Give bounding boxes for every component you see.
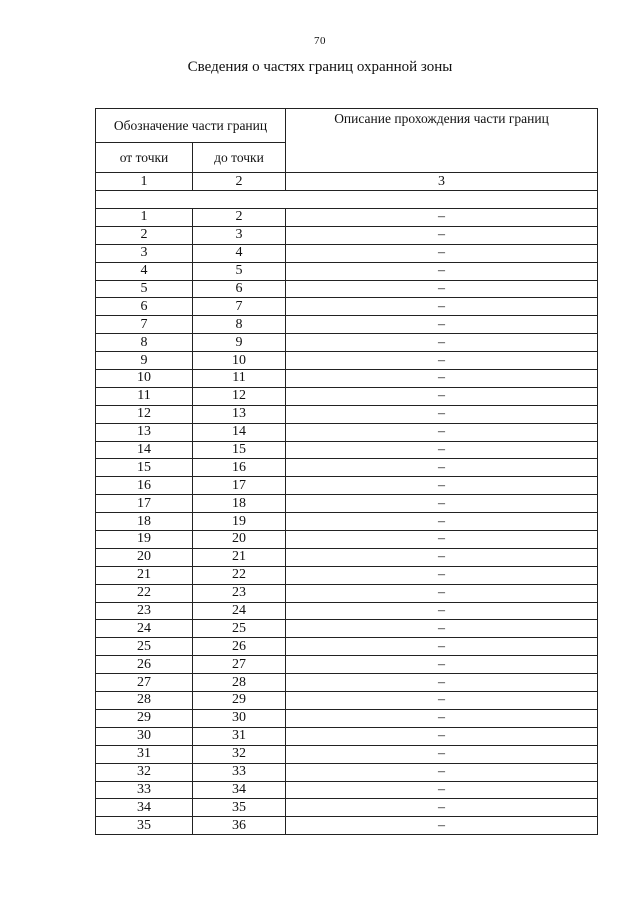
table-row xyxy=(96,209,598,227)
cell-to: 15 xyxy=(193,441,286,459)
cell-desc: – xyxy=(286,674,598,692)
column-number: 1 xyxy=(96,173,193,191)
cell-from: 22 xyxy=(96,584,193,602)
table-row xyxy=(96,316,598,334)
table-row xyxy=(96,566,598,584)
cell-desc: – xyxy=(286,298,598,316)
cell-from: 21 xyxy=(96,566,193,584)
cell-desc: – xyxy=(286,244,598,262)
cell-to: 20 xyxy=(193,531,286,549)
cell-from: 28 xyxy=(96,692,193,710)
cell-desc: – xyxy=(286,799,598,817)
cell-desc: – xyxy=(286,566,598,584)
cell-from: 15 xyxy=(96,459,193,477)
table-row xyxy=(96,477,598,495)
cell-to: 21 xyxy=(193,548,286,566)
empty-row xyxy=(96,191,598,209)
cell-to: 16 xyxy=(193,459,286,477)
cell-to: 11 xyxy=(193,370,286,388)
cell-desc: – xyxy=(286,334,598,352)
cell-from: 20 xyxy=(96,548,193,566)
cell-desc: – xyxy=(286,316,598,334)
cell-desc: – xyxy=(286,280,598,298)
cell-desc: – xyxy=(286,209,598,227)
cell-to: 14 xyxy=(193,423,286,441)
cell-to: 7 xyxy=(193,298,286,316)
cell-from: 32 xyxy=(96,763,193,781)
cell-to: 35 xyxy=(193,799,286,817)
header-from-point: от точки xyxy=(96,143,193,173)
cell-to: 34 xyxy=(193,781,286,799)
cell-from: 14 xyxy=(96,441,193,459)
table-row xyxy=(96,638,598,656)
cell-from: 35 xyxy=(96,817,193,835)
cell-from: 3 xyxy=(96,244,193,262)
cell-to: 19 xyxy=(193,513,286,531)
table-row xyxy=(96,334,598,352)
cell-to: 3 xyxy=(193,226,286,244)
cell-to: 6 xyxy=(193,280,286,298)
table-row xyxy=(96,280,598,298)
cell-to: 9 xyxy=(193,334,286,352)
table-row xyxy=(96,620,598,638)
cell-to: 24 xyxy=(193,602,286,620)
table-row xyxy=(96,656,598,674)
cell-from: 2 xyxy=(96,226,193,244)
cell-to: 13 xyxy=(193,405,286,423)
header-boundary-designation: Обозначение части границ xyxy=(96,109,286,143)
cell-desc: – xyxy=(286,459,598,477)
cell-from: 12 xyxy=(96,405,193,423)
table-row xyxy=(96,387,598,405)
table-row xyxy=(96,262,598,280)
page-number: 70 xyxy=(314,35,326,47)
cell-from: 11 xyxy=(96,387,193,405)
table-row xyxy=(96,226,598,244)
cell-desc: – xyxy=(286,709,598,727)
cell-from: 16 xyxy=(96,477,193,495)
table-row xyxy=(96,692,598,710)
cell-desc: – xyxy=(286,531,598,549)
cell-to: 30 xyxy=(193,709,286,727)
table-row xyxy=(96,709,598,727)
cell-desc: – xyxy=(286,548,598,566)
header-description: Описание прохождения части границ xyxy=(286,109,598,173)
table-row xyxy=(96,405,598,423)
cell-to: 25 xyxy=(193,620,286,638)
cell-desc: – xyxy=(286,423,598,441)
cell-desc: – xyxy=(286,584,598,602)
boundary-parts-table xyxy=(95,108,598,835)
table-row xyxy=(96,244,598,262)
cell-desc: – xyxy=(286,352,598,370)
cell-from: 4 xyxy=(96,262,193,280)
table-row xyxy=(96,817,598,835)
cell-from: 24 xyxy=(96,620,193,638)
table-row xyxy=(96,513,598,531)
cell-desc: – xyxy=(286,781,598,799)
table-row xyxy=(96,370,598,388)
cell-to: 27 xyxy=(193,656,286,674)
cell-desc: – xyxy=(286,226,598,244)
cell-from: 23 xyxy=(96,602,193,620)
table-row xyxy=(96,441,598,459)
page-title: Сведения о частях границ охранной зоны xyxy=(187,59,453,75)
cell-to: 10 xyxy=(193,352,286,370)
cell-to: 4 xyxy=(193,244,286,262)
cell-to: 22 xyxy=(193,566,286,584)
empty-cell xyxy=(96,191,598,209)
cell-to: 18 xyxy=(193,495,286,513)
cell-from: 17 xyxy=(96,495,193,513)
table-row xyxy=(96,298,598,316)
table-row xyxy=(96,799,598,817)
table-row xyxy=(96,531,598,549)
table-row xyxy=(96,602,598,620)
cell-from: 29 xyxy=(96,709,193,727)
cell-from: 5 xyxy=(96,280,193,298)
cell-from: 1 xyxy=(96,209,193,227)
cell-from: 8 xyxy=(96,334,193,352)
cell-desc: – xyxy=(286,441,598,459)
cell-desc: – xyxy=(286,763,598,781)
cell-to: 33 xyxy=(193,763,286,781)
cell-from: 18 xyxy=(96,513,193,531)
cell-from: 6 xyxy=(96,298,193,316)
table-row xyxy=(96,423,598,441)
cell-to: 28 xyxy=(193,674,286,692)
column-number: 2 xyxy=(193,173,286,191)
cell-from: 19 xyxy=(96,531,193,549)
table-row xyxy=(96,495,598,513)
table-row xyxy=(96,352,598,370)
header-to-point: до точки xyxy=(193,143,286,173)
cell-desc: – xyxy=(286,656,598,674)
cell-to: 36 xyxy=(193,817,286,835)
table-row xyxy=(96,459,598,477)
cell-to: 32 xyxy=(193,745,286,763)
cell-desc: – xyxy=(286,817,598,835)
cell-desc: – xyxy=(286,477,598,495)
table-row xyxy=(96,745,598,763)
cell-to: 12 xyxy=(193,387,286,405)
cell-from: 9 xyxy=(96,352,193,370)
cell-from: 33 xyxy=(96,781,193,799)
cell-desc: – xyxy=(286,602,598,620)
cell-desc: – xyxy=(286,387,598,405)
cell-to: 23 xyxy=(193,584,286,602)
cell-to: 26 xyxy=(193,638,286,656)
cell-to: 29 xyxy=(193,692,286,710)
cell-to: 31 xyxy=(193,727,286,745)
cell-to: 2 xyxy=(193,209,286,227)
cell-desc: – xyxy=(286,727,598,745)
cell-from: 27 xyxy=(96,674,193,692)
cell-desc: – xyxy=(286,370,598,388)
cell-from: 34 xyxy=(96,799,193,817)
cell-to: 17 xyxy=(193,477,286,495)
cell-desc: – xyxy=(286,745,598,763)
table-row xyxy=(96,727,598,745)
cell-from: 31 xyxy=(96,745,193,763)
cell-from: 26 xyxy=(96,656,193,674)
table-row xyxy=(96,763,598,781)
column-number: 3 xyxy=(286,173,598,191)
table-row xyxy=(96,781,598,799)
cell-from: 10 xyxy=(96,370,193,388)
cell-desc: – xyxy=(286,638,598,656)
column-number-row xyxy=(96,173,598,191)
cell-to: 5 xyxy=(193,262,286,280)
table-row xyxy=(96,548,598,566)
cell-from: 13 xyxy=(96,423,193,441)
cell-desc: – xyxy=(286,513,598,531)
cell-from: 25 xyxy=(96,638,193,656)
cell-from: 30 xyxy=(96,727,193,745)
table-row xyxy=(96,584,598,602)
cell-desc: – xyxy=(286,262,598,280)
cell-desc: – xyxy=(286,692,598,710)
cell-to: 8 xyxy=(193,316,286,334)
cell-desc: – xyxy=(286,495,598,513)
cell-from: 7 xyxy=(96,316,193,334)
cell-desc: – xyxy=(286,405,598,423)
table-row xyxy=(96,674,598,692)
cell-desc: – xyxy=(286,620,598,638)
